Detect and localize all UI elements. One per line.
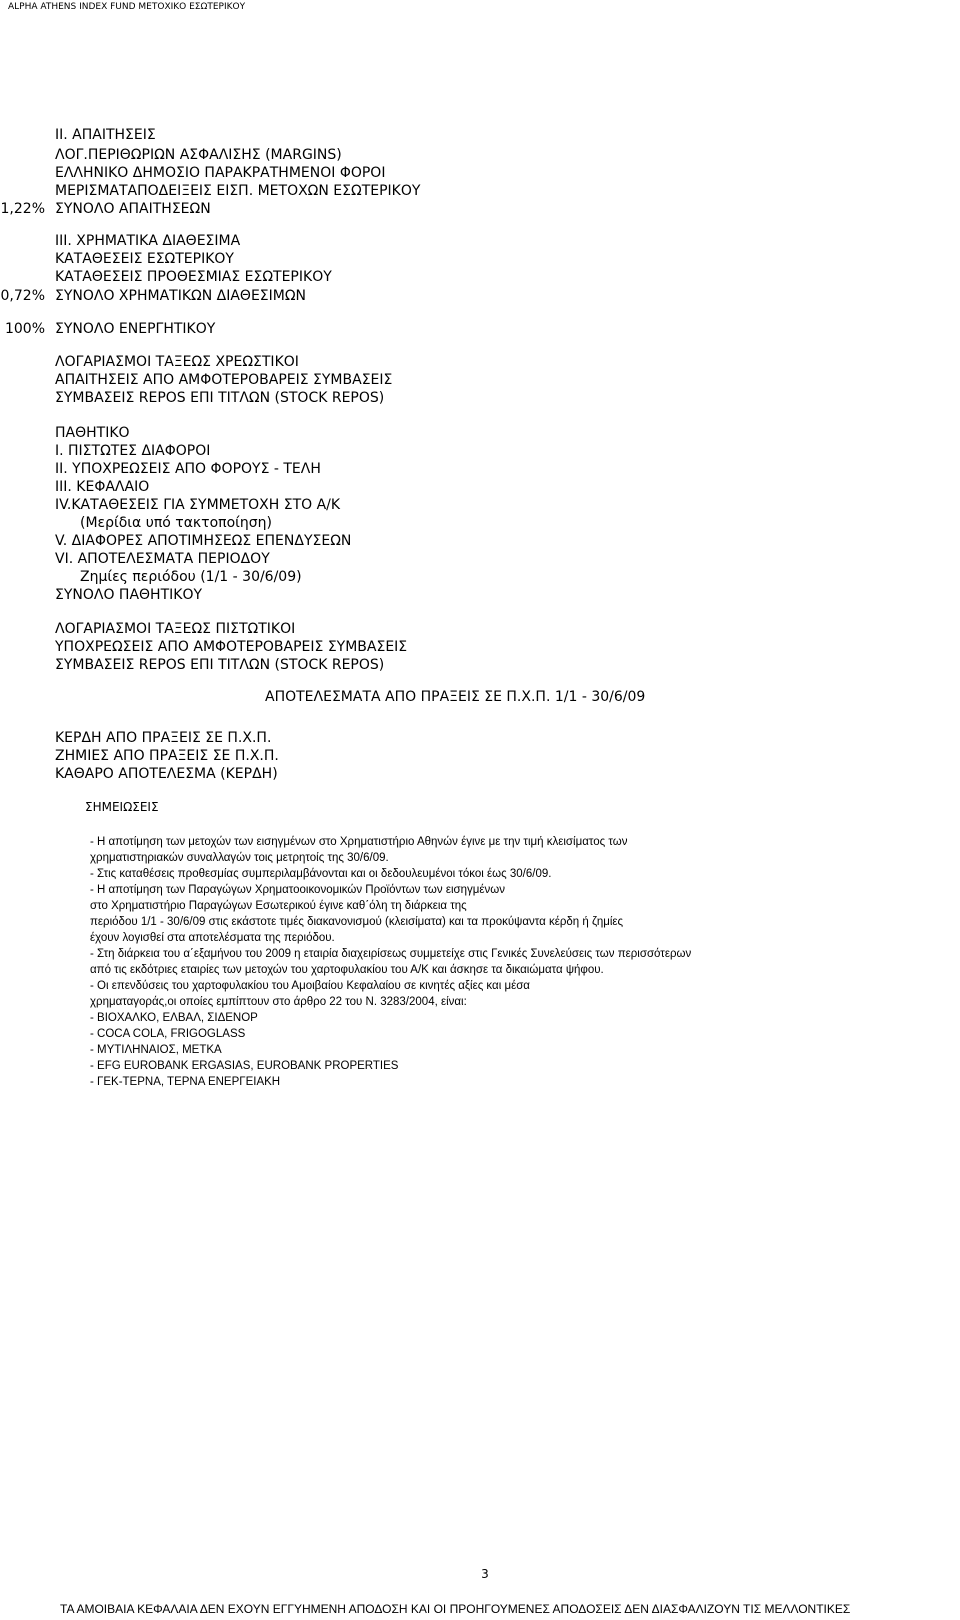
note-line: στο Χρηματιστήριο Παραγώγων Εσωτερικού έγινε καθ΄όλη τη διάρκεια της <box>90 900 467 912</box>
footer-disclaimer: ΤΑ ΑΜΟΙΒΑΙΑ ΚΕΦΑΛΑΙΑ ΔΕΝ ΕΧΟΥΝ ΕΓΓΥΗΜΕΝΗ ΑΠΟΔΟΣΗ ΚΑΙ ΟΙ ΠΡΟΗΓΟΥΜΕΝΕΣ ΑΠΟΔΟΣΕΙΣ ΔΕΝ ΔΙΑΣΦΑΛΙΖΟΥΝ ΤΙΣ ΜΕΛΛΟΝΤΙΚΕΣ <box>60 1602 851 1616</box>
note-line: χρηματαγοράς,οι οποίες εμπίπτουν στο άρθρο 22 του Ν. 3283/2004, είναι: <box>90 996 467 1008</box>
page-number: 3 <box>481 1567 489 1581</box>
note-line: - Η αποτίμηση των Παραγώγων Χρηματοοικονομικών Προϊόντων των εισηγμένων <box>90 884 506 896</box>
document-header: ALPHA ATHENS INDEX FUND ΜΕΤΟΧΙΚΟ ΕΣΩΤΕΡΙΚΟΥ <box>8 2 246 12</box>
note-line: περιόδου 1/1 - 30/6/09 στις εκάστοτε τιμές διακανονισμού (κλεισίματα) και τα προκύψαντα κέρδη ή ζημίες <box>90 916 624 928</box>
note-line: - COCA COLA, FRIGOGLASS <box>90 1028 246 1040</box>
note-line: - Οι επενδύσεις του χαρτοφυλακίου του Αμοιβαίου Κεφαλαίου σε κινητές αξίες και μέσα <box>90 980 530 992</box>
note-line: από τις εκδότριες εταιρίες των μετοχών του χαρτοφυλακίου του Α/Κ και άσκησε τα δικαιώματα ψήφου. <box>90 964 604 976</box>
note-line: - Στις καταθέσεις προθεσμίας συμπεριλαμβάνονται και οι δεδουλευμένοι τόκοι έως 30/6/09. <box>90 868 552 880</box>
note-line: - EFG EUROBANK ERGASIAS, EUROBANK PROPERTIES <box>90 1060 399 1072</box>
note-line: - Η αποτίμηση των μετοχών των εισηγμένων στο Χρηματιστήριο Αθηνών έγινε με την τιμή κλεισίματος των <box>90 836 628 848</box>
note-line: χρηματιστηριακών συναλλαγών τοις μετρητοίς της 30/6/09. <box>90 852 389 864</box>
note-line: - ΜΥΤΙΛΗΝΑΙΟΣ, ΜΕΤΚΑ <box>90 1044 222 1056</box>
note-line: έχουν λογισθεί στα αποτελέσματα της περιόδου. <box>90 932 335 944</box>
note-line: - ΓΕΚ-ΤΕΡΝΑ, ΤΕΡΝΑ ΕΝΕΡΓΕΙΑΚΗ <box>90 1076 281 1088</box>
note-line: - Στη διάρκεια του α΄εξαμήνου του 2009 η εταιρία διαχειρίσεως συμμετείχε στις Γενικές Συνελεύσεις των περισσότερων <box>90 948 692 960</box>
notes-heading: ΣΗΜΕΙΩΣΕΙΣ <box>85 800 159 814</box>
note-line: - ΒΙΟΧΑΛΚΟ, ΕΛΒΑΛ, ΣΙΔΕΝΟΡ <box>90 1012 258 1024</box>
derivatives-title: ΑΠΟΤΕΛΕΣΜΑΤΑ ΑΠΟ ΠΡΑΞΕΙΣ ΣΕ Π.Χ.Π. 1/1 - 30/6/09 <box>265 689 646 705</box>
